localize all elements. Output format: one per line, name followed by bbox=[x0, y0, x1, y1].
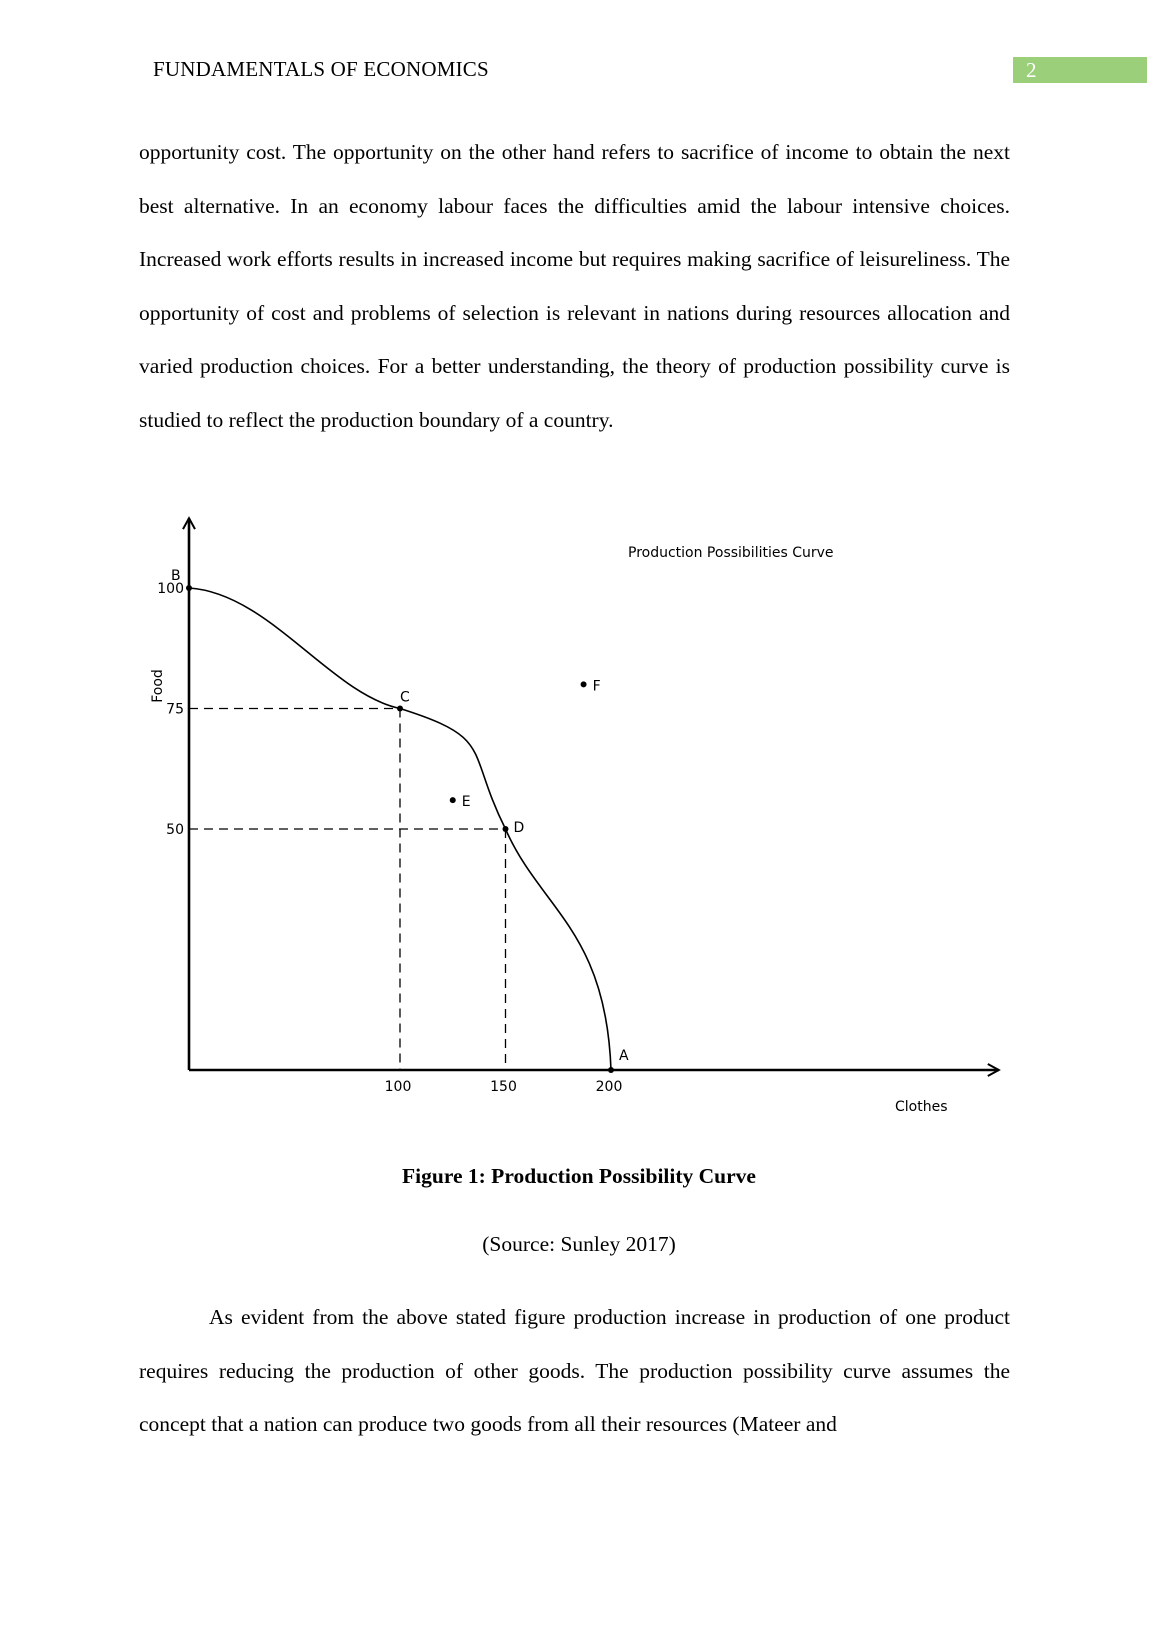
point-f-marker bbox=[581, 681, 587, 687]
running-head-title: FUNDAMENTALS OF ECONOMICS bbox=[153, 57, 489, 81]
body-paragraph-2: As evident from the above stated figure production increase in production of one product requires reducing the production of other goods. The production possibility curve assumes the concept that a nation can produce two goods from all their resources (Mateer and bbox=[139, 1305, 1010, 1436]
chart-labels bbox=[157, 568, 629, 1095]
body-paragraph-1: opportunity cost. The opportunity on the other hand refers to sacrifice of income to obtain the next best alternative. In an economy labour faces the difficulties amid the labour intensive choices. Increased work efforts results in increased income but requires making sacrifice of leisureliness. The opportunity of cost and problems of selection is relevant in nations during resources allocation and varied production choices. For a better understanding, the theory of production possibility curve is studied to reflect the production boundary of a country. bbox=[139, 140, 1010, 432]
x-tick-label-100: 100 bbox=[384, 1079, 412, 1095]
point-b-label: B bbox=[171, 568, 181, 584]
y-tick-label-100: 100 bbox=[157, 581, 184, 597]
point-e-label: E bbox=[461, 794, 471, 811]
y-tick-label-75: 75 bbox=[166, 701, 184, 718]
guide-lines bbox=[189, 709, 506, 1071]
y-tick-label-50: 50 bbox=[166, 822, 184, 838]
point-a-label: A bbox=[619, 1048, 629, 1064]
page-number-badge: 2 bbox=[1013, 57, 1147, 83]
point-e-marker bbox=[450, 797, 456, 803]
x-tick-label-150: 150 bbox=[490, 1079, 517, 1095]
chart-title: Production Possibilities Curve bbox=[628, 545, 834, 561]
point-a-marker bbox=[608, 1067, 614, 1073]
x-axis-label: Clothes bbox=[895, 1099, 948, 1115]
figure-source: (Source: Sunley 2017) bbox=[482, 1232, 676, 1256]
point-c-marker bbox=[397, 706, 403, 712]
x-tick-label-200: 200 bbox=[595, 1079, 623, 1095]
point-d-label: D bbox=[513, 820, 525, 836]
figure-caption: Figure 1: Production Possibility Curve bbox=[402, 1164, 756, 1188]
point-b-marker bbox=[186, 585, 192, 591]
y-axis-label: Food bbox=[150, 669, 166, 703]
point-d-marker bbox=[503, 826, 509, 832]
point-c-label: C bbox=[400, 689, 410, 706]
point-f-label: F bbox=[592, 678, 601, 695]
